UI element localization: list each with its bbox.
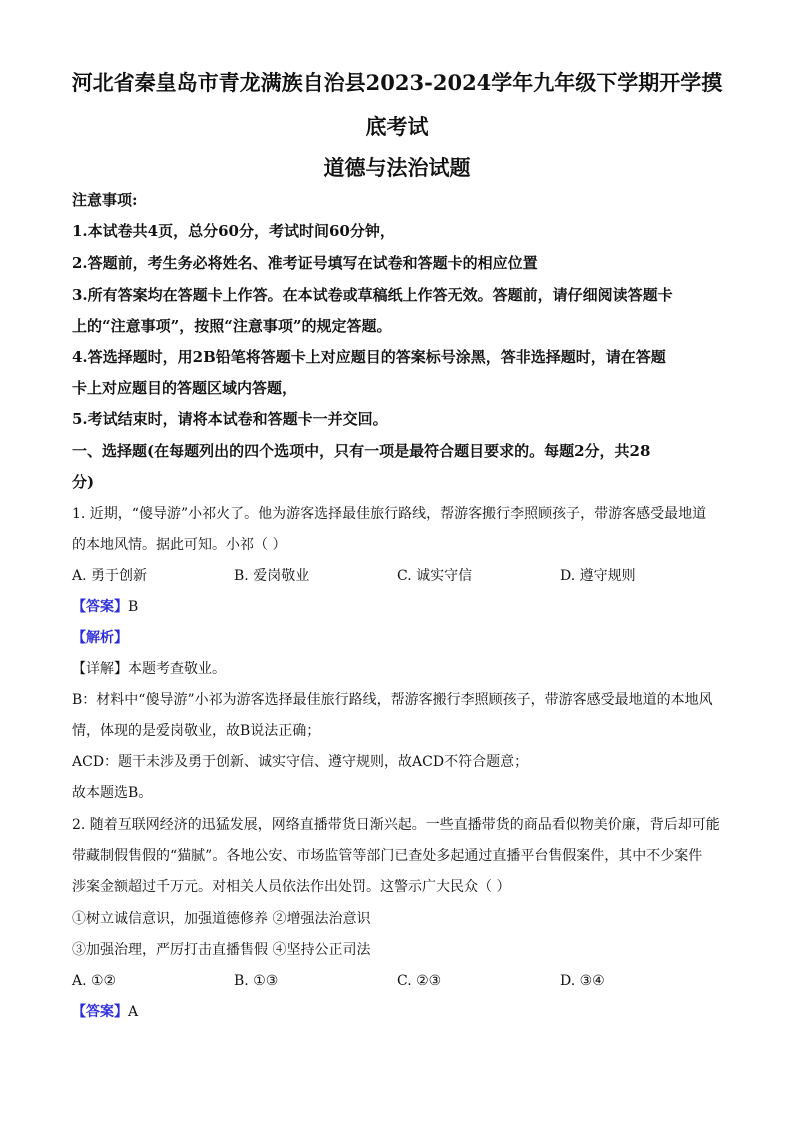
notice-item: 卡上对应题目的答题区域内答题， <box>72 379 298 397</box>
answer-tag: 【答案】 <box>72 599 128 615</box>
q1-stem-line1: 1. 近期，“傻导游”小祁火了。他为游客选择最佳旅行路线，帮游客搬行李照顾孩子，带游客感受最地道 <box>72 506 707 522</box>
answer-value: B <box>128 599 139 615</box>
notice-item: 5.考试结束时，请将本试卷和答题卡一并交回。 <box>72 410 388 428</box>
section-heading-line2: 分) <box>72 473 95 491</box>
q1-answer <box>72 597 732 617</box>
q1-option-c: C. 诚实守信 <box>397 568 473 584</box>
q1-conclusion: 故本题选B。 <box>72 785 153 801</box>
q2-option-a: A. ①② <box>72 973 117 989</box>
answer-tag: 【答案】 <box>72 1004 128 1020</box>
notice-item: 1.本试卷共4页，总分60分，考试时间60分钟， <box>72 222 395 240</box>
q1-explain-line1: B：材料中“傻导游”小祁为游客选择最佳旅行路线，帮游客搬行李照顾孩子，带游客感受最地道的本地风 <box>72 692 713 708</box>
q1-explain-line2: 情，体现的是爱岗敬业，故B说法正确； <box>72 723 321 739</box>
notice-item: 2.答题前，考生务必将姓名、准考证号填写在试卷和答题卡的相应位置 <box>72 254 538 272</box>
q1-analysis <box>72 628 732 648</box>
exam-title-line1: 河北省秦皇岛市青龙满族自治县2023-2024学年九年级下学期开学摸 <box>71 70 723 95</box>
q1-option-a: A. 勇于创新 <box>72 568 148 584</box>
notice-item: 上的“注意事项”，按照“注意事项”的规定答题。 <box>72 317 392 335</box>
q2-choices-line1: ①树立诚信意识，加强道德修养 ②增强法治意识 <box>72 911 371 927</box>
q2-option-b: B. ①③ <box>234 973 279 989</box>
q1-explain-line3: ACD：题干未涉及勇于创新、诚实守信、遵守规则，故ACD不符合题意； <box>72 754 529 770</box>
q2-choices-line2: ③加强治理，严厉打击直播售假 ④坚持公正司法 <box>72 942 371 958</box>
q2-answer <box>72 1002 732 1022</box>
notice-item: 4.答选择题时，用2B铅笔将答题卡上对应题目的答案标号涂黑，答非选择题时，请在答题 <box>72 348 666 366</box>
q2-option-c: C. ②③ <box>397 973 442 989</box>
q1-option-b: B. 爱岗敬业 <box>234 568 310 584</box>
q2-stem-line2: 带藏制假售假的“猫腻”。各地公安、市场监管等部门已查处多起通过直播平台售假案件，其中不少案件 <box>72 848 703 864</box>
q2-stem-line1: 2. 随着互联网经济的迅猛发展，网络直播带货日渐兴起。一些直播带货的商品看似物美价廉，背后却可能 <box>72 817 720 833</box>
notice-item: 3.所有答案均在答题卡上作答。在本试卷或草稿纸上作答无效。答题前，请仔细阅读答题卡 <box>72 286 673 304</box>
exam-title-line2: 底考试 <box>365 114 429 139</box>
answer-value: A <box>128 1004 139 1020</box>
section-heading-line1: 一、选择题(在每题列出的四个选项中，只有一项是最符合题目要求的。每题2分，共28 <box>72 442 651 460</box>
q2-stem-line3: 涉案金额超过千万元。对相关人员依法作出处罚。这警示广大民众（ ） <box>72 879 511 895</box>
q1-detail: 【详解】本题考查敬业。 <box>72 661 226 677</box>
q2-option-d: D. ③④ <box>560 973 605 989</box>
subject-title: 道德与法治试题 <box>323 155 471 180</box>
notice-heading: 注意事项: <box>72 191 138 209</box>
q1-option-d: D. 遵守规则 <box>560 568 636 584</box>
q1-stem-line2: 的本地风情。据此可知。小祁（ ） <box>72 537 287 553</box>
analysis-tag: 【解析】 <box>72 630 128 646</box>
